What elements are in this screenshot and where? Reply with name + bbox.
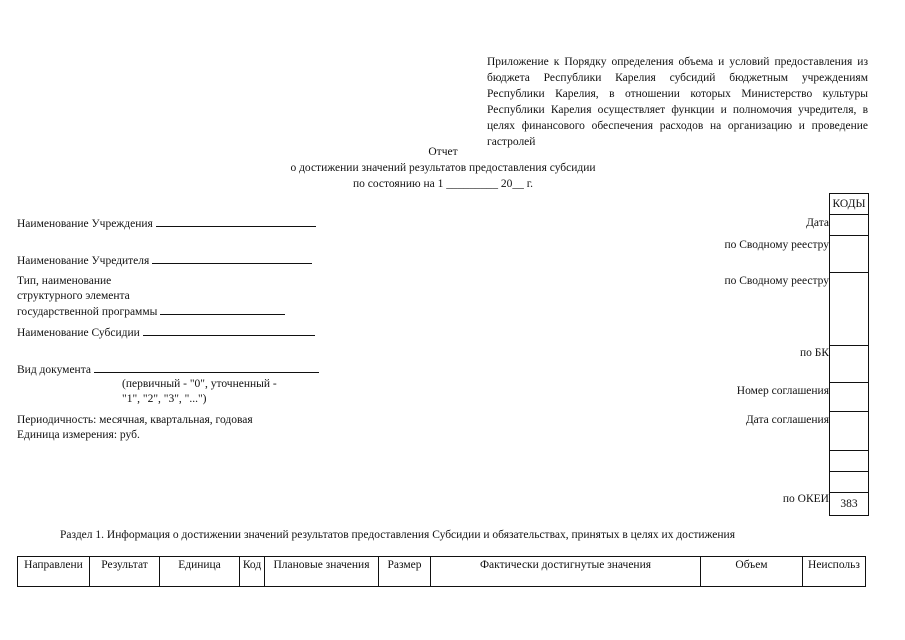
col-header-result: Результат [90,557,160,587]
program-type-line1: Тип, наименование [17,275,112,287]
program-type-block [17,274,285,320]
doc-type-note [122,377,277,407]
codes-agreement-date-cell[interactable] [830,412,869,451]
col-header-direction: Направлени [18,557,90,587]
founder-field[interactable] [152,253,312,264]
section-title: Раздел 1. Информация о достижении значений результатов предоставления Субсидии и обязательствах, принятых в целях их достижения [60,529,735,541]
doc-type-row [17,362,319,378]
periodicity-label: Периодичность: месячная, квартальная, годовая [17,414,253,426]
col-header-actual: Фактически достигнутые значения [431,557,701,587]
codes-empty-cell-1[interactable] [830,451,869,472]
subsidy-field[interactable] [143,325,315,336]
codes-header: КОДЫ [830,194,869,215]
program-type-line2: структурного элемента [17,290,130,302]
report-title-line1: Отчет [428,146,458,158]
report-title-line2: о достижении значений результатов предоставления субсидии [290,162,596,174]
codes-bk-cell[interactable] [830,346,869,383]
codes-okei-cell: 383 [830,493,869,516]
doc-type-note-line1: (первичный - "0", уточненный - [122,378,277,390]
doc-type-note-line2: "1", "2", "3", "...") [122,393,207,405]
institution-row [17,216,316,232]
agreement-date-label: Дата соглашения [745,414,829,426]
subsidy-row [17,325,315,341]
registry-label-2: по Сводному реестру [724,275,829,287]
subsidy-label: Наименование Субсидии [17,327,140,339]
founder-row [17,253,312,269]
col-header-planned: Плановые значения [265,557,379,587]
results-table-header-row [18,557,866,587]
col-header-unused: Неиспольз [803,557,866,587]
codes-registry-cell-1[interactable] [830,236,869,273]
doc-type-label: Вид документа [17,364,91,376]
appendix-text: Приложение к Порядку определения объема и условий предоставления из бюджета Республики Карелия субсидий бюджетным учреждениям Республики Карелия, в отношении которых Министерство культуры Республики Карелия осуществляет функции и полномочия учредителя, в целях финансового обеспечения расходов на организацию и проведение гастролей [487,56,868,148]
results-table [17,556,866,587]
institution-label: Наименование Учреждения [17,218,153,230]
codes-registry-cell-2[interactable] [830,273,869,346]
founder-label: Наименование Учредителя [17,255,150,267]
report-title [270,144,616,192]
program-type-field[interactable] [160,304,285,315]
codes-table [829,193,869,516]
codes-date-cell[interactable] [830,215,869,236]
unit-label: Единица измерения: руб. [17,429,140,441]
col-header-code: Код [240,557,265,587]
date-label: Дата [806,217,829,229]
institution-field[interactable] [156,216,316,227]
registry-label-1: по Сводному реестру [724,239,829,251]
report-title-line3: по состоянию на 1 _________ 20__ г. [352,178,534,190]
col-header-unit: Единица [160,557,240,587]
codes-empty-cell-2[interactable] [830,472,869,493]
codes-agreement-number-cell[interactable] [830,383,869,412]
agreement-number-label: Номер соглашения [736,385,829,397]
okei-label: по ОКЕИ [782,493,829,505]
col-header-volume: Объем [701,557,803,587]
col-header-size: Размер [379,557,431,587]
doc-type-field[interactable] [94,362,319,373]
program-type-line3: государственной программы [17,306,158,318]
bk-label: по БК [799,347,829,359]
